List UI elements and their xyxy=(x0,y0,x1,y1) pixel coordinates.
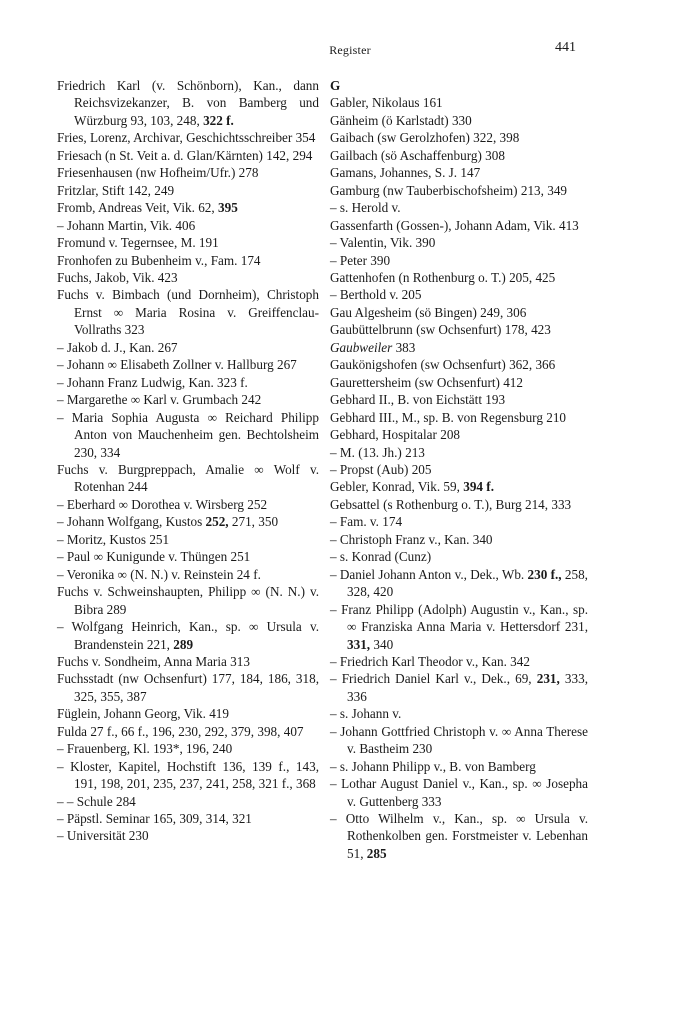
index-entry: Friesenhausen (nw Hofheim/Ufr.) 278 xyxy=(57,165,259,181)
index-entry: – s. Konrad (Cunz) xyxy=(330,549,432,565)
index-entry: – Maria Sophia Augusta ∞ Reichard Philipp Anton von Mauchenheim gen. Bechtolsheim 230, 334 xyxy=(57,409,319,460)
index-entry: Gaukönigshofen (sw Ochsenfurt) 362, 366 xyxy=(330,357,556,373)
index-entry: – Frauenberg, Kl. 193*, 196, 240 xyxy=(57,741,233,757)
index-entry: – Johann Wolfgang, Kustos 252, 271, 350 xyxy=(57,514,279,530)
index-entry: Gebhard, Hospitalar 208 xyxy=(330,427,461,443)
index-entry: Gaurettersheim (sw Ochsenfurt) 412 xyxy=(330,374,523,390)
index-entry: Fronhofen zu Bubenheim v., Fam. 174 xyxy=(57,252,261,268)
index-entry: – Päpstl. Seminar 165, 309, 314, 321 xyxy=(57,811,252,827)
section-letter: G xyxy=(330,78,341,93)
index-entry: – M. (13. Jh.) 213 xyxy=(330,444,425,460)
index-entry: Friedrich Karl (v. Schönborn), Kan., dann Reichsvizekanzer, B. von Bamberg und Würzburg 93, 103, 248, 322 f. xyxy=(57,78,319,128)
index-entry: Fuchsstadt (nw Ochsenfurt) 177, 184, 186, 318, 325, 355, 387 xyxy=(57,671,319,704)
index-entry: – s. Johann v. xyxy=(330,706,402,722)
index-entry: – Fam. v. 174 xyxy=(330,514,403,530)
index-entry: Fuchs v. Bimbach (und Dornheim), Christoph Ernst ∞ Maria Rosina v. Greiffenclau-Vollraths 323 xyxy=(57,287,319,338)
page-header-title: Register xyxy=(329,43,371,57)
index-entry: Gebsattel (s Rothenburg o. T.), Burg 214, 333 xyxy=(330,496,572,512)
index-entry: – Lothar August Daniel v., Kan., sp. ∞ Josepha v. Guttenberg 333 xyxy=(330,776,588,809)
index-column-right xyxy=(330,77,588,862)
index-entry: Gaibach (sw Gerolzhofen) 322, 398 xyxy=(330,130,520,146)
index-entry: – Daniel Johann Anton v., Dek., Wb. 230 f., 258, 328, 420 xyxy=(330,566,588,600)
index-entry: – Eberhard ∞ Dorothea v. Wirsberg 252 xyxy=(57,496,268,512)
index-entry: Fuchs v. Schweinshaupten, Philipp ∞ (N. N.) v. Bibra 289 xyxy=(57,584,319,617)
index-entry: Gabler, Nikolaus 161 xyxy=(330,95,443,111)
index-entry: – Margarethe ∞ Karl v. Grumbach 242 xyxy=(57,392,262,408)
index-entry: – Wolfgang Heinrich, Kan., sp. ∞ Ursula v. Brandenstein 221, 289 xyxy=(57,619,319,652)
index-entry: – Friedrich Daniel Karl v., Dek., 69, 231, 333, 336 xyxy=(330,671,588,704)
index-entry: Fritzlar, Stift 142, 249 xyxy=(57,182,175,198)
index-entry: – Johann Martin, Vik. 406 xyxy=(57,217,196,233)
index-entry: – Johann ∞ Elisabeth Zollner v. Hallburg 267 xyxy=(57,357,297,373)
index-entry: – Propst (Aub) 205 xyxy=(330,461,432,477)
index-entry: – Christoph Franz v., Kan. 340 xyxy=(330,531,493,547)
index-entry: Gaubweiler 383 xyxy=(330,339,416,355)
index-entry: – Johann Franz Ludwig, Kan. 323 f. xyxy=(57,374,248,390)
index-entry: Gamburg (nw Tauberbischofsheim) 213, 349 xyxy=(330,182,568,198)
index-entry: Fromund v. Tegernsee, M. 191 xyxy=(57,235,219,251)
index-entry: Fulda 27 f., 66 f., 196, 230, 292, 379, 398, 407 xyxy=(57,723,304,739)
index-entry: Gebhard II., B. von Eichstätt 193 xyxy=(330,392,506,408)
index-entry: Gailbach (sö Aschaffenburg) 308 xyxy=(330,147,505,163)
index-entry: Fuchs v. Burgpreppach, Amalie ∞ Wolf v. Rotenhan 244 xyxy=(57,461,319,495)
index-entry: Gaubüttelbrunn (sw Ochsenfurt) 178, 423 xyxy=(330,322,551,338)
index-entry: – Moritz, Kustos 251 xyxy=(57,531,170,547)
index-entry: – Otto Wilhelm v., Kan., sp. ∞ Ursula v. Rothenkolben gen. Forstmeister v. Lebenhan 51, 285 xyxy=(330,811,588,861)
index-entry: Fries, Lorenz, Archivar, Geschichtsschreiber 354 xyxy=(57,130,316,146)
index-entry: – s. Herold v. xyxy=(330,200,401,216)
index-entry: – Valentin, Vik. 390 xyxy=(330,235,436,251)
index-entry: – Peter 390 xyxy=(330,252,391,268)
index-entry: Füglein, Johann Georg, Vik. 419 xyxy=(57,706,229,722)
index-entry: – Universität 230 xyxy=(57,828,149,844)
index-entry: – s. Johann Philipp v., B. von Bamberg xyxy=(330,758,536,774)
index-entry: – – Schule 284 xyxy=(57,793,136,809)
index-entry: Gau Algesheim (sö Bingen) 249, 306 xyxy=(330,304,527,320)
index-entry: – Jakob d. J., Kan. 267 xyxy=(57,339,178,355)
index-entry: Gamans, Johannes, S. J. 147 xyxy=(330,165,481,181)
index-entry: Gassenfarth (Gossen-), Johann Adam, Vik. 413 xyxy=(330,217,579,233)
index-entry: Gebler, Konrad, Vik. 59, 394 f. xyxy=(330,479,494,495)
index-entry: – Kloster, Kapitel, Hochstift 136, 139 f., 143, 191, 198, 201, 235, 237, 241, 258, 321 f., 368 xyxy=(57,758,319,792)
index-entry: Gattenhofen (n Rothenburg o. T.) 205, 425 xyxy=(330,269,556,285)
index-entry: Gebhard III., M., sp. B. von Regensburg 210 xyxy=(330,409,567,425)
index-entry: Friesach (n St. Veit a. d. Glan/Kärnten) 142, 294 xyxy=(57,147,313,163)
index-entry: Fromb, Andreas Veit, Vik. 62, 395 xyxy=(57,200,238,216)
index-entry: – Friedrich Karl Theodor v., Kan. 342 xyxy=(330,653,530,669)
page-number: 441 xyxy=(555,40,576,55)
index-entry: – Berthold v. 205 xyxy=(330,287,422,303)
index-entry: Fuchs v. Sondheim, Anna Maria 313 xyxy=(57,653,250,669)
index-entry: – Franz Philipp (Adolph) Augustin v., Kan., sp. ∞ Franziska Anna Maria v. Hettersdorf 231, 331, 340 xyxy=(330,601,588,652)
index-entry: Gänheim (ö Karlstadt) 330 xyxy=(330,112,472,128)
index-entry: Fuchs, Jakob, Vik. 423 xyxy=(57,269,178,285)
index-entry: – Veronika ∞ (N. N.) v. Reinstein 24 f. xyxy=(57,566,261,582)
index-entry: – Johann Gottfried Christoph v. ∞ Anna Therese v. Bastheim 230 xyxy=(330,723,588,757)
index-column-left xyxy=(57,77,319,845)
index-entry: – Paul ∞ Kunigunde v. Thüngen 251 xyxy=(57,549,251,565)
